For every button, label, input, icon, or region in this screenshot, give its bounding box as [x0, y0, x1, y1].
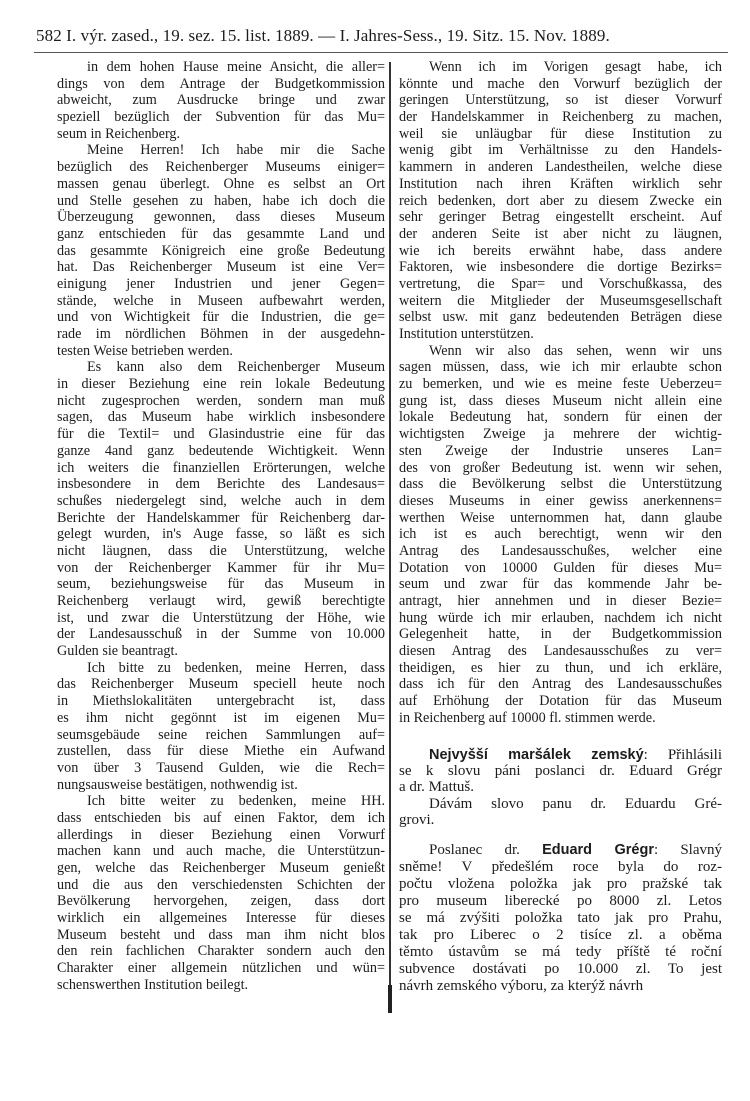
text-line: hat. Das Reichenberger Museum ist eine Ver=: [57, 259, 385, 276]
right-column: [399, 59, 722, 995]
text-line: Gelegenheit hatte, in der Budgetkommission: [399, 626, 722, 643]
text-line: und Stelle gesehen zu haben, habe ich doch die: [57, 192, 385, 209]
text-line: bezüglich des Reichenberger Museums einiger=: [57, 159, 385, 176]
text-line: ich ist es auch berechtigt, wenn wir den: [399, 526, 722, 543]
speaker-name: Nejvyšší maršálek zemský: [429, 746, 644, 763]
text-line: für die Textil= und Glasindustrie eine für das: [57, 426, 385, 443]
text-line: Bevölkerung hervorgehen, zeigen, dass dort: [57, 893, 385, 910]
text-line: wichtigsten Zweige ja mehrere der wichtig-: [399, 426, 722, 443]
text-line: rade im nördlichen Böhmen in der ausgedehn-: [57, 326, 385, 342]
text-line: schußes niedergelegt sind, welche auch in dem: [57, 492, 385, 509]
text-line: gung ist, dass dieses Museum nicht allein eine: [399, 392, 722, 409]
paragraph: [57, 359, 385, 659]
paragraph: [399, 59, 722, 343]
text-line: hung würde ich mir erlauben, nachdem ich nicht: [399, 609, 722, 626]
column-divider: [389, 62, 391, 1012]
text-line: Ich bitte zu bedenken, meine Herren, dass: [87, 659, 385, 676]
text-line: insbesondere in dem Berichte des Landesaus=: [57, 476, 385, 493]
text-line: počtu vložena položka jak pro pražské tak: [399, 876, 722, 893]
text-line: auf Erhöhung der Dotation für das Museum: [399, 693, 722, 710]
text-line: von der Reichenberger Kammer für ihr Mu=: [57, 559, 385, 576]
text-line: tak pro Liberec o 2 tisíce zl. a oběma: [399, 927, 722, 944]
text-line: in Reichenberg auf 10000 fl. stimmen werde.: [399, 709, 656, 726]
text-line: der Landesausschuß in der Summe von 10.000: [57, 626, 385, 643]
text-line: Berichte der Handelskammer für Reichenberg dar-: [57, 509, 385, 526]
text-line: sehr geringer Betrag eingestellt erscheint. Auf: [399, 209, 722, 226]
text-line: nungsausweise bestätigen, nothwendig ist.: [57, 776, 298, 793]
text-line: in Miethslokalitäten untergebracht ist, dass: [57, 693, 385, 710]
text-line: einigung jener Industrien und jener Gegen=: [57, 275, 385, 292]
text-line: Gulden sie beantragt.: [57, 643, 178, 660]
text-line: Charakter einer allgemein nützlichen und wün=: [57, 960, 385, 977]
text-line: das gesammte Königreich eine große Bedeutung: [57, 242, 385, 259]
text-line: seum in Reichenberg.: [57, 125, 181, 142]
text-line: den rein fachlichen Charakter sondern auch den: [57, 943, 385, 960]
text-line: schenswerthen Institution beilegt.: [57, 976, 249, 993]
text-line: seum und zwar für das kommende Jahr be-: [399, 576, 722, 593]
text-line: stände, welche in Museen aufbewahrt werden,: [57, 292, 385, 309]
text-line: grovi.: [399, 812, 435, 829]
text-line: das Reichenberger Museum speciell heute noch: [57, 676, 385, 693]
text-line: massen genau überlegt. Ohne es selbst an Ort: [57, 175, 385, 192]
text-line: ganz entschieden für das gesammte Land und: [57, 225, 385, 242]
paragraph: [57, 793, 385, 993]
text-line: in dem hohen Hause meine Ansicht, die aller=: [87, 59, 385, 75]
paragraph-gregr: [399, 842, 722, 995]
text-line: se k slovu páni poslanci dr. Eduard Grégr: [399, 762, 722, 779]
text-line: ich weiters die finanziellen Erörterungen, welche: [57, 459, 385, 476]
text-line: in dieser Beziehung eine rein lokale Bedeutung: [57, 376, 385, 393]
speaker-name: Eduard Grégr: [542, 842, 654, 859]
text-line: sagen, das Museum habe wirklich insbesondere: [57, 409, 385, 426]
left-column: [57, 59, 385, 994]
text-line: gelegt wurden, in's Auge fasse, so läßt es sich: [57, 526, 385, 543]
text-line: reich bedenken, dort aber zu diesem Zwecke ein: [399, 192, 722, 209]
text-line: seum, beziehungsweise für das Museum in: [57, 576, 385, 593]
line-text: : Slavný: [653, 842, 722, 859]
text-line: wirklich ein allgemeines Interesse für dieses: [57, 910, 385, 927]
column-divider-end: [388, 985, 392, 1013]
text-line: dass entschieden bis auf einen Faktor, dem ich: [57, 809, 385, 826]
text-line: zu bemerken, und wie es meine feste Ueberzeu=: [399, 376, 722, 393]
text-line: gen, welche das Reichenberger Museum genießt: [57, 860, 385, 876]
text-line: dass die Bevölkerung selbst die Unterstützung: [399, 476, 722, 493]
text-line: des von großer Bedeutung ist. wenn wir sehen,: [399, 459, 722, 476]
text-line: Ich bitte weiter zu bedenken, meine HH.: [87, 793, 385, 810]
line-text: Poslanec dr.: [429, 842, 543, 859]
right-column-german: [399, 59, 722, 727]
text-line: antragt, hier annehmen und in dieser Bezie=: [399, 593, 722, 609]
text-line: theidigen, es hier zu thun, und ich erkläre,: [399, 659, 722, 676]
text-line: dass ich für den Antrag des Landesausschußes: [399, 676, 722, 693]
text-line: a dr. Mattuš.: [399, 779, 474, 796]
text-line: von über 3 Tausend Gulden, wie die Rech=: [57, 759, 385, 776]
text-line: Institution unterstützen.: [399, 326, 534, 342]
text-line: lokale Bedeutung hat, sondern für einen der: [399, 409, 722, 426]
text-line: se má zvýšiti položka tato jak pro Prahu,: [399, 910, 722, 927]
text-line: und von Wichtigkeit für die Industrien, die ge=: [57, 309, 385, 326]
text-line: nicht zugesprochen werden, sondern man muß: [57, 392, 385, 409]
text-line: selbst usw. mit ganz bedeutenden Beträgen diese: [399, 309, 722, 326]
text-line: nicht läugnen, dass die Unterstützung, welche: [57, 542, 385, 559]
text-line: Antrag des Landesausschußes, welcher eine: [399, 542, 722, 559]
text-line: weitern die Mitglieder der Museumsgesellschaft: [399, 292, 722, 309]
text-line: wenig gibt im Verhältnisse zu den Handels-: [399, 142, 722, 159]
line-text: : Přihlásili: [643, 746, 722, 763]
text-line: Wenn wir also das sehen, wenn wir uns: [429, 342, 722, 359]
text-line: speziell bezüglich der Subvention für das Mu=: [57, 109, 385, 126]
text-line: sagen müssen, dass, wie ich mir erlaubte schon: [399, 359, 722, 376]
text-line: Dávám slovo panu dr. Eduardu Gré-: [429, 795, 722, 812]
text-line: ist, und zwar die Unterstützung der Höhe, wie: [57, 609, 385, 626]
text-line: Institution nach ihren Kräften wirklich sehr: [399, 175, 722, 192]
text-line: wie ich bereits erwähnt habe, dass andere: [399, 242, 722, 259]
paragraph: [57, 59, 385, 142]
text-line: Wenn ich im Vorigen gesagt habe, ich: [429, 59, 722, 75]
text-line: diesen Antrag des Landesausschußes zu ver=: [399, 643, 722, 660]
page-header: 582 I. výr. zased., 19. sez. 15. list. 1889. — I. Jahres-Sess., 19. Sitz. 15. Nov. 1889.: [36, 26, 610, 45]
text-line: vertretung, die Spar= und Vorschußkassa, des: [399, 275, 722, 292]
text-line: seumsgebäude seine reichen Sammlungen auf=: [57, 726, 385, 743]
text-line: Meine Herren! Ich habe mir die Sache: [87, 142, 385, 159]
text-line: dings von dem Antrage der Budgetkommission: [57, 75, 385, 92]
text-line: Überzeugung gewonnen, dass dieses Museum: [57, 209, 385, 226]
text-line: [399, 747, 722, 763]
text-line: [399, 842, 722, 859]
text-line: Museum besteht und dass man ihm nicht blos: [57, 926, 385, 943]
text-line: weil sie unläugbar für diese Institution zu: [399, 125, 722, 142]
text-line: sten Zweige der Industrie unseres Lan=: [399, 442, 722, 459]
text-line: pro museum liberecké po 8000 zl. Letos: [399, 893, 722, 910]
text-line: und die aus den verschiedensten Schichten der: [57, 876, 385, 893]
text-line: allerdings in dieser Beziehung einen Vorwurf: [57, 826, 385, 843]
text-line: werthen Weise unternommen hat, dann glaube: [399, 509, 722, 526]
paragraph-marshal: [399, 747, 722, 796]
text-line: zustellen, dass für diese Miethe ein Aufwand: [57, 743, 385, 760]
paragraph: [399, 343, 722, 727]
text-line: dieses Museums in einer gewiss anerkennens=: [399, 492, 722, 509]
text-line: Faktoren, wie insbesondere die dortige Bezirks=: [399, 259, 722, 276]
text-line: Es kann also dem Reichenberger Museum: [87, 359, 385, 376]
text-line: es ihm nicht gegönnt ist im eigenen Mu=: [57, 709, 385, 726]
text-line: ganze 4and ganz bedeutende Wichtigkeit. Wenn: [57, 442, 385, 459]
text-line: der Handelskammer in Reichenberg zu machen,: [399, 109, 722, 126]
text-line: der anderen Seite ist aber nicht zu läugnen,: [399, 225, 722, 242]
text-line: geringen Unterstützung, so ist dieser Vorwurf: [399, 92, 722, 109]
text-line: sněme! V předešlém roce byla do roz-: [399, 859, 722, 876]
text-line: abweicht, zum Ausdrucke bringe und zwar: [57, 92, 385, 109]
text-line: Reichenberg verlaugt wird, gewiß berechtigte: [57, 593, 385, 609]
paragraph: [57, 660, 385, 794]
text-line: těmto ústavům se má tedy příště té roční: [399, 944, 722, 961]
paragraph-marshal-2: [399, 796, 722, 829]
text-line: kammern in anderen Landestheilen, welche diese: [399, 159, 722, 176]
text-line: Dotation von 10000 Gulden für dieses Mu=: [399, 559, 722, 576]
text-line: testen Weise betrieben werden.: [57, 342, 233, 359]
text-line: könnte und mache den Vorwurf bezüglich der: [399, 75, 722, 92]
header-divider: [34, 52, 728, 53]
text-line: subvence dostávati po 10.000 zl. To jest: [399, 961, 722, 978]
text-line: návrh zemského výboru, za kterýž návrh: [399, 978, 644, 995]
text-line: machen kann und auch mache, die Unterstützun-: [57, 843, 385, 860]
paragraph: [57, 142, 385, 359]
czech-section: [399, 747, 722, 996]
